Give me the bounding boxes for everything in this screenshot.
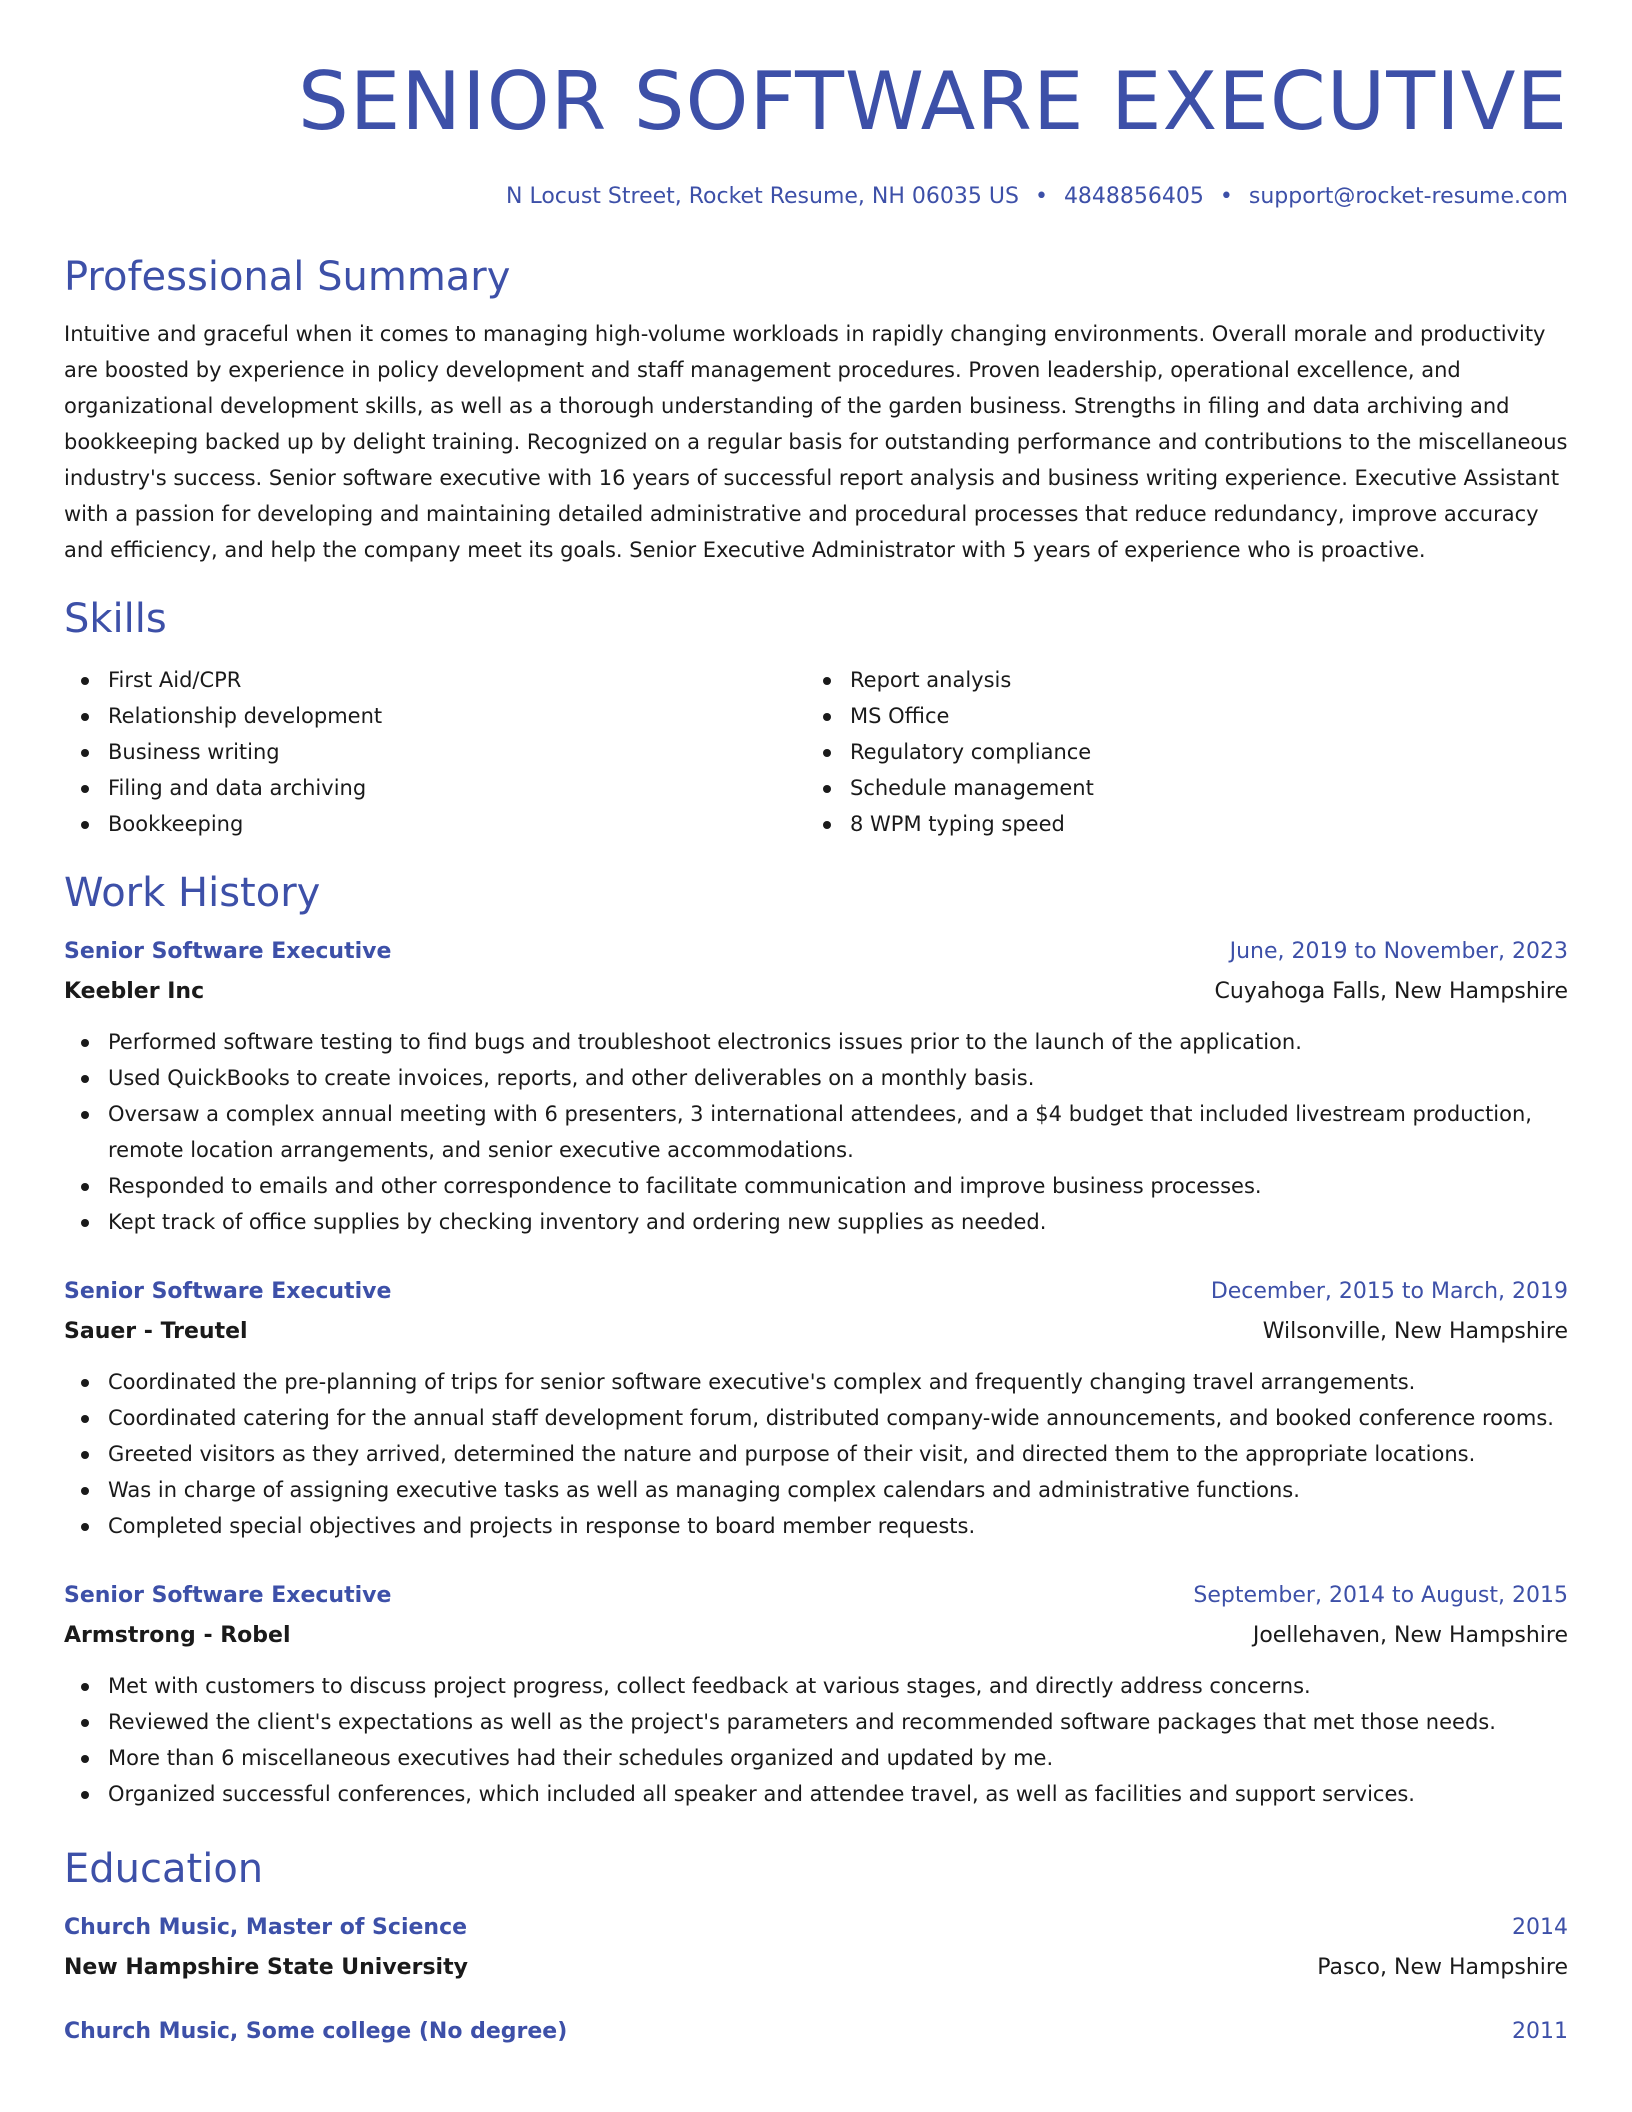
education-entry bbox=[64, 1908, 1568, 1988]
work-history-heading: Work History bbox=[64, 870, 321, 916]
job-bullet: Greeted visitors as they arrived, determined the nature and purpose of their visit, and directed them to the appropriate locations. bbox=[64, 1436, 1568, 1472]
skills-heading: Skills bbox=[64, 596, 167, 642]
job-bullet: Responded to emails and other correspondence to facilitate communication and improve business processes. bbox=[64, 1168, 1568, 1204]
skill-item: Relationship development bbox=[64, 698, 806, 734]
skill-item: Regulatory compliance bbox=[806, 734, 1548, 770]
job-subheader bbox=[64, 1312, 1568, 1352]
education-location: Pasco, New Hampshire bbox=[1317, 1955, 1568, 1980]
skills-list bbox=[64, 662, 1568, 842]
skill-item: Schedule management bbox=[806, 770, 1548, 806]
skill-item: Business writing bbox=[64, 734, 806, 770]
education-subheader bbox=[64, 1948, 1568, 1988]
education-school: New Hampshire State University bbox=[64, 1955, 468, 1980]
education-year: 2011 bbox=[1512, 2019, 1568, 2044]
job-bullet: Completed special objectives and projects in response to board member requests. bbox=[64, 1508, 1568, 1544]
job-title: Senior Software Executive bbox=[64, 1279, 392, 1304]
job-header bbox=[64, 1576, 1568, 1616]
skills-column-right bbox=[806, 662, 1548, 842]
job-bullet: Coordinated the pre-planning of trips for senior software executive's complex and frequently changing travel arrangements. bbox=[64, 1364, 1568, 1400]
job-entry bbox=[64, 1272, 1568, 1544]
job-entry bbox=[64, 932, 1568, 1240]
job-bullets bbox=[64, 1668, 1568, 1812]
contact-line bbox=[64, 182, 1568, 212]
skill-item: Report analysis bbox=[806, 662, 1548, 698]
job-header bbox=[64, 932, 1568, 972]
job-subheader bbox=[64, 972, 1568, 1012]
job-bullet: Oversaw a complex annual meeting with 6 presenters, 3 international attendees, and a $4 budget that included livestream production, remote location arrangements, and senior executive accommodations. bbox=[64, 1096, 1568, 1168]
job-dates: June, 2019 to November, 2023 bbox=[1229, 939, 1568, 964]
skill-item: Filing and data archiving bbox=[64, 770, 806, 806]
job-bullet: Performed software testing to find bugs and troubleshoot electronics issues prior to the launch of the application. bbox=[64, 1024, 1568, 1060]
job-company: Keebler Inc bbox=[64, 979, 205, 1004]
skills-column-left bbox=[64, 662, 806, 842]
job-company: Armstrong - Robel bbox=[64, 1623, 291, 1648]
resume-name: SENIOR SOFTWARE EXECUTIVE bbox=[297, 55, 1568, 148]
resume-page bbox=[64, 0, 1568, 2052]
skill-item: Bookkeeping bbox=[64, 806, 806, 842]
skill-item: MS Office bbox=[806, 698, 1548, 734]
job-bullet: More than 6 miscellaneous executives had their schedules organized and updated by me. bbox=[64, 1740, 1568, 1776]
contact-phone: 4848856405 bbox=[1063, 184, 1204, 209]
summary-heading: Professional Summary bbox=[64, 254, 511, 300]
education-heading: Education bbox=[64, 1846, 264, 1892]
summary-text: Intuitive and graceful when it comes to managing high-volume workloads in rapidly changing environments. Overall morale and productivity are boosted by experience in policy development and staff management procedures. Proven leadership, operational excellence, and organizational development skills, as well as a thorough understanding of the garden business. Strengths in filing and data archiving and bookkeeping backed up by delight training. Recognized on a regular basis for outstanding performance and contributions to the miscellaneous industry's success. Senior software executive with 16 years of successful report analysis and business writing experience. Executive Assistant with a passion for developing and maintaining detailed administrative and procedural processes that reduce redundancy, improve accuracy and efficiency, and help the company meet its goals. Senior Executive Administrator with 5 years of experience who is proactive. bbox=[64, 322, 1568, 562]
education-header bbox=[64, 1908, 1568, 1948]
contact-separator: • bbox=[1034, 184, 1048, 209]
job-bullets bbox=[64, 1024, 1568, 1240]
job-dates: December, 2015 to March, 2019 bbox=[1210, 1279, 1568, 1304]
education-entry bbox=[64, 2012, 1568, 2052]
job-title: Senior Software Executive bbox=[64, 939, 392, 964]
job-location: Joellehaven, New Hampshire bbox=[1252, 1623, 1568, 1648]
education-header bbox=[64, 2012, 1568, 2052]
education-year: 2014 bbox=[1512, 1915, 1568, 1940]
job-header bbox=[64, 1272, 1568, 1312]
job-bullets bbox=[64, 1364, 1568, 1544]
job-bullet: Organized successful conferences, which included all speaker and attendee travel, as well as facilities and support services. bbox=[64, 1776, 1568, 1812]
skill-item: 8 WPM typing speed bbox=[806, 806, 1548, 842]
job-subheader bbox=[64, 1616, 1568, 1656]
job-bullet: Used QuickBooks to create invoices, reports, and other deliverables on a monthly basis. bbox=[64, 1060, 1568, 1096]
job-location: Wilsonville, New Hampshire bbox=[1262, 1319, 1568, 1344]
job-dates: September, 2014 to August, 2015 bbox=[1193, 1583, 1568, 1608]
education-degree: Church Music, Master of Science bbox=[64, 1915, 468, 1940]
job-entry bbox=[64, 1576, 1568, 1812]
job-bullet: Reviewed the client's expectations as well as the project's parameters and recommended software packages that met those needs. bbox=[64, 1704, 1568, 1740]
job-bullet: Was in charge of assigning executive tasks as well as managing complex calendars and administrative functions. bbox=[64, 1472, 1568, 1508]
job-location: Cuyahoga Falls, New Hampshire bbox=[1214, 979, 1568, 1004]
job-bullet: Coordinated catering for the annual staff development forum, distributed company-wide announcements, and booked conference rooms. bbox=[64, 1400, 1568, 1436]
job-bullet: Kept track of office supplies by checking inventory and ordering new supplies as needed. bbox=[64, 1204, 1568, 1240]
job-bullet: Met with customers to discuss project progress, collect feedback at various stages, and directly address concerns. bbox=[64, 1668, 1568, 1704]
job-company: Sauer - Treutel bbox=[64, 1319, 248, 1344]
contact-email: support@rocket-resume.com bbox=[1248, 184, 1568, 209]
education-degree: Church Music, Some college (No degree) bbox=[64, 2019, 568, 2044]
skill-item: First Aid/CPR bbox=[64, 662, 806, 698]
contact-separator: • bbox=[1219, 184, 1233, 209]
job-title: Senior Software Executive bbox=[64, 1583, 392, 1608]
contact-address: N Locust Street, Rocket Resume, NH 06035 US bbox=[506, 184, 1019, 209]
